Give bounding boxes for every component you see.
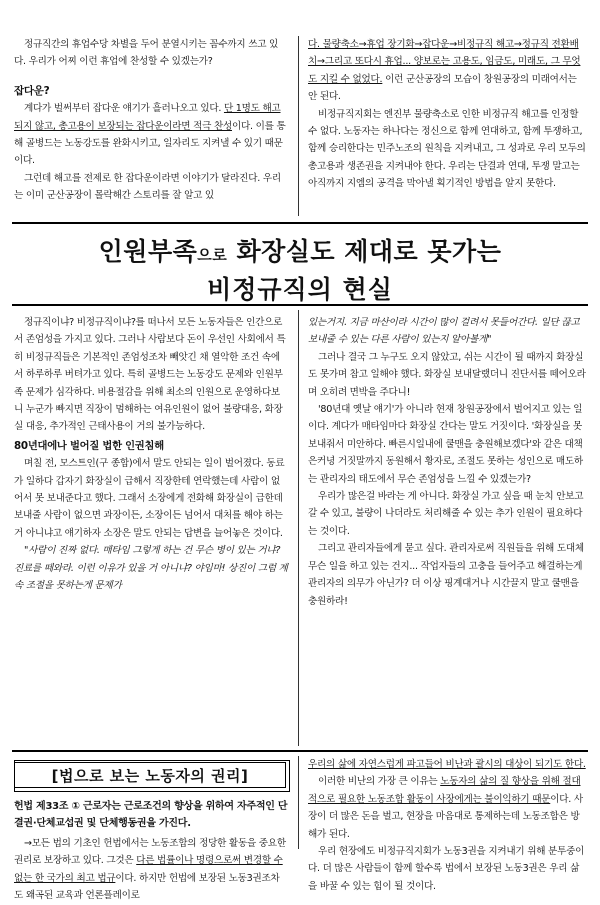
- middle-right-paragraph-4: 그리고 관리자들에게 묻고 싶다. 관리자로써 직원들을 위해 도대체 무슨 일을 하고 있는 건지... 작업자들의 고충을 들어주고 해결하는게 관리자의 의무가 아닌가? 더 이상 핑계대거나 시간끌지 말고 쿨맨을 충원하라!: [308, 543, 584, 607]
- middle-left-quote: "사람이 진짜 없다. 매타임 그렇게 하는 건 무슨 병이 있는 거냐? 진료를 떼와라. 이런 이유가 있을 거 아니냐? 야임마! 상진이 그럼 계속 조절을 못하는게 문제가: [14, 545, 288, 592]
- bottom-left-continuation: [14, 835, 288, 902]
- text-span: →모든 법의 기초인 헌법에서는 노동조합의 정당한 활동을 중요한 권리로 보장하고 있다. 그것은: [14, 838, 286, 867]
- headline-line-1: [12, 232, 588, 268]
- middle-right-paragraph-3: 우리가 많은걸 바라는 게 아니다. 화장실 가고 싶을 때 눈치 안보고 갈 수 있고, 불량이 나더라도 처리해줄 수 있는 추가 인원이 필요하다는 것이다.: [308, 491, 584, 537]
- text-span: 이다. 사장이 더 많은 돈을 벌고, 현장을 마음대로 통제하는데 노동조합은 방해가 된다.: [308, 793, 583, 840]
- text-span: 으로: [197, 246, 228, 264]
- text-span: 이러한 비난의 가장 큰 이유는: [318, 776, 441, 788]
- top-left-paragraph-2: [14, 100, 288, 170]
- law-title: [법으로 보는 노동자의 권리]: [14, 762, 286, 788]
- middle-left-paragraph-2: 며칠 전, 모스트인(구 종합)에서 말도 안되는 일이 벌어졌다. 동료가 일하다 갑자기 화장실이 급해서 직장한테 연락했는데 사람이 없어서 못 보내준다고 했다. 그래서 소장에게 전화해 화장실이 급한데 보내줄 사람이 없으면 과장이든, 소장이든 넘어서 대처를 해야 하는거 아니냐고 얘기하자 소장은 말도 안되는 답변을 늘어놓은 것이다.: [14, 458, 285, 539]
- column-divider-middle: [298, 310, 299, 746]
- headline-line-2: 비정규직의 현실: [207, 275, 393, 304]
- text-span: 인원부족: [98, 237, 198, 266]
- section-divider: [12, 750, 588, 752]
- bottom-left-paragraph: [14, 835, 288, 905]
- underlined-text: 우리의 삶에 자연스럽게 파고들어 비난과 괄시의 대상이 되기도 한다.: [308, 759, 586, 770]
- middle-right-paragraph-1: 그러나 결국 그 누구도 오지 않았고, 쉬는 시간이 될 때까지 화장실도 못가며 참고 일해야 했다. 화장실 보내달랬더니 진단서를 떼어오라며 오히려 면박을 주다니!: [308, 351, 586, 398]
- top-left-paragraph-1: 정규직간의 휴업수당 차별을 두어 분열시키는 꼼수까지 쓰고 있다. 우리가 어찌 이런 휴업에 찬성할 수 있겠는가?: [14, 39, 279, 68]
- middle-left-column: [14, 314, 288, 595]
- underlined-text: 다른 법률이나 명령으로써 변경할 수 없는 한 국가의 최고 법규: [14, 855, 283, 884]
- article-headline: [12, 222, 588, 306]
- text-span: 이런 군산공장의 모습이 창원공장의 미래여서는 안 된다.: [308, 73, 577, 103]
- text-span: 화장실도 제대로 못가는: [227, 237, 502, 266]
- text-span: 이다. 하지만 헌법에 보장된 노동3권조차도 왜곡된 교육과 언론플레이로: [14, 872, 280, 902]
- top-left-paragraph-3: 그런데 해고를 전제로 한 잡다운이라면 이야기가 달라진다. 우리는 이미 군산공장이 몰락해간 스토리를 잘 알고 있: [14, 172, 281, 202]
- middle-right-column: [308, 314, 586, 610]
- subheading-human-rights: 80년대에나 벌어질 법한 인권침해: [14, 439, 164, 452]
- underlined-text: 노동자의 삶의 질 향상을 위해 절대적으로 필요한 노동조합 활동이 사장에게는 불이익하기 때문: [308, 776, 581, 805]
- subheading-job-down: 잡다운?: [14, 84, 50, 97]
- top-right-paragraph-2: 비정규직지회는 엔진부 물량축소로 인한 비정규직 해고를 인정할 수 없다. 노동자는 하나다는 정신으로 함께 연대하고, 함께 투쟁하고, 함께 승리한다는 민주노조의 원칙을 지켜내고, 그 성과로 우리 모두의 총고용과 생존권을 지켜내야 한다. 우리는 단결과 연대, 투쟁 말고는 아직까지 지엠의 공격을 막아낼 획기적인 방법을 알지 못한다.: [308, 108, 586, 190]
- constitution-article: 헌법 제33조 ① 근로자는 근로조건의 향상을 위하여 자주적인 단결권·단체교섭권 및 단체행동권을 가진다.: [14, 801, 288, 830]
- bottom-right-paragraph-3: 우리 현장에도 비정규직지회가 노동3권을 지켜내기 위해 분투중이다. 더 많은 사람들이 함께 할수록 법에서 보장된 노동3권은 우리 삶을 바꿀 수 있는 힘이 될 것이다.: [308, 846, 585, 892]
- middle-right-paragraph-2: '80년대 옛날 얘기'가 아니라 현재 창원공장에서 벌어지고 있는 일이다. 계다가 매타임마다 화장실 간다는 말도 거짓이다. '화장실을 못 보내줘서 미안하다. 빠른시일내에 쿨맨을 충원해보겠다'와 같은 대책은커녕 거짓말까지 동원해서 황자로, 조절도 못하는 성인으로 매도하는 관리자의 태도에서 무슨 존엄성을 느낄 수 있겠는가?: [308, 404, 583, 485]
- bottom-right-paragraph-2: [308, 773, 586, 843]
- top-left-column: [14, 36, 288, 205]
- bottom-right-paragraph-1: [308, 756, 586, 773]
- underlined-text: 다. 물량축소→휴업 장기화→잡다운→비정규직 해고→정규직 전환배치→그리고 또다시 휴업... 양보로는 고용도, 임금도, 미래도, 그 무엇도 지킬 수 없었다.: [308, 39, 581, 85]
- bottom-left-column: [14, 798, 288, 833]
- text-span: 이다. 이를 통해 골병드는 노동강도를 완화시키고, 일자리도 지켜낼 수 있기 때문이다.: [14, 120, 286, 167]
- column-divider-top: [298, 36, 299, 216]
- middle-right-quote: 있는거지. 지금 마산이라 시간이 많이 걸려서 못들어간다. 일단 끊고 보내줄 수 있는 다른 사람이 있는지 알아볼게": [308, 317, 580, 346]
- text-span: 계다가 벌써부터 잡다운 얘기가 흘러나오고 있다.: [24, 103, 224, 115]
- column-divider-bottom: [298, 756, 299, 849]
- underlined-text: 단 1명도 해고되지 않고, 총고용이 보장되는 잡다운이라면 적극 찬성: [14, 103, 281, 132]
- middle-left-paragraph-1: 정규직이냐? 비정규직이냐?를 떠나서 모든 노동자들은 인간으로서 존엄성을 가지고 있다. 그러나 사람보다 돈이 우선인 사회에서 특히 비정규직들은 기본적인 존엄성조차 빼앗긴 채 열악한 조건 속에서 하루하루 버텨가고 있다. 특히 골병드는 노동강도 문제와 인원부족 문제가 심각하다. 비용절감을 위해 최소의 인원으로 운영하다보니 누군가 빠지면 직장이 멈해하는 여유인원이 없어 불량대응, 화장실 대응, 추가적인 근태사용이 거의 불가능하다.: [14, 317, 286, 433]
- bottom-right-column: [308, 756, 586, 892]
- top-right-column: [308, 36, 586, 193]
- top-right-paragraph-1: [308, 36, 586, 106]
